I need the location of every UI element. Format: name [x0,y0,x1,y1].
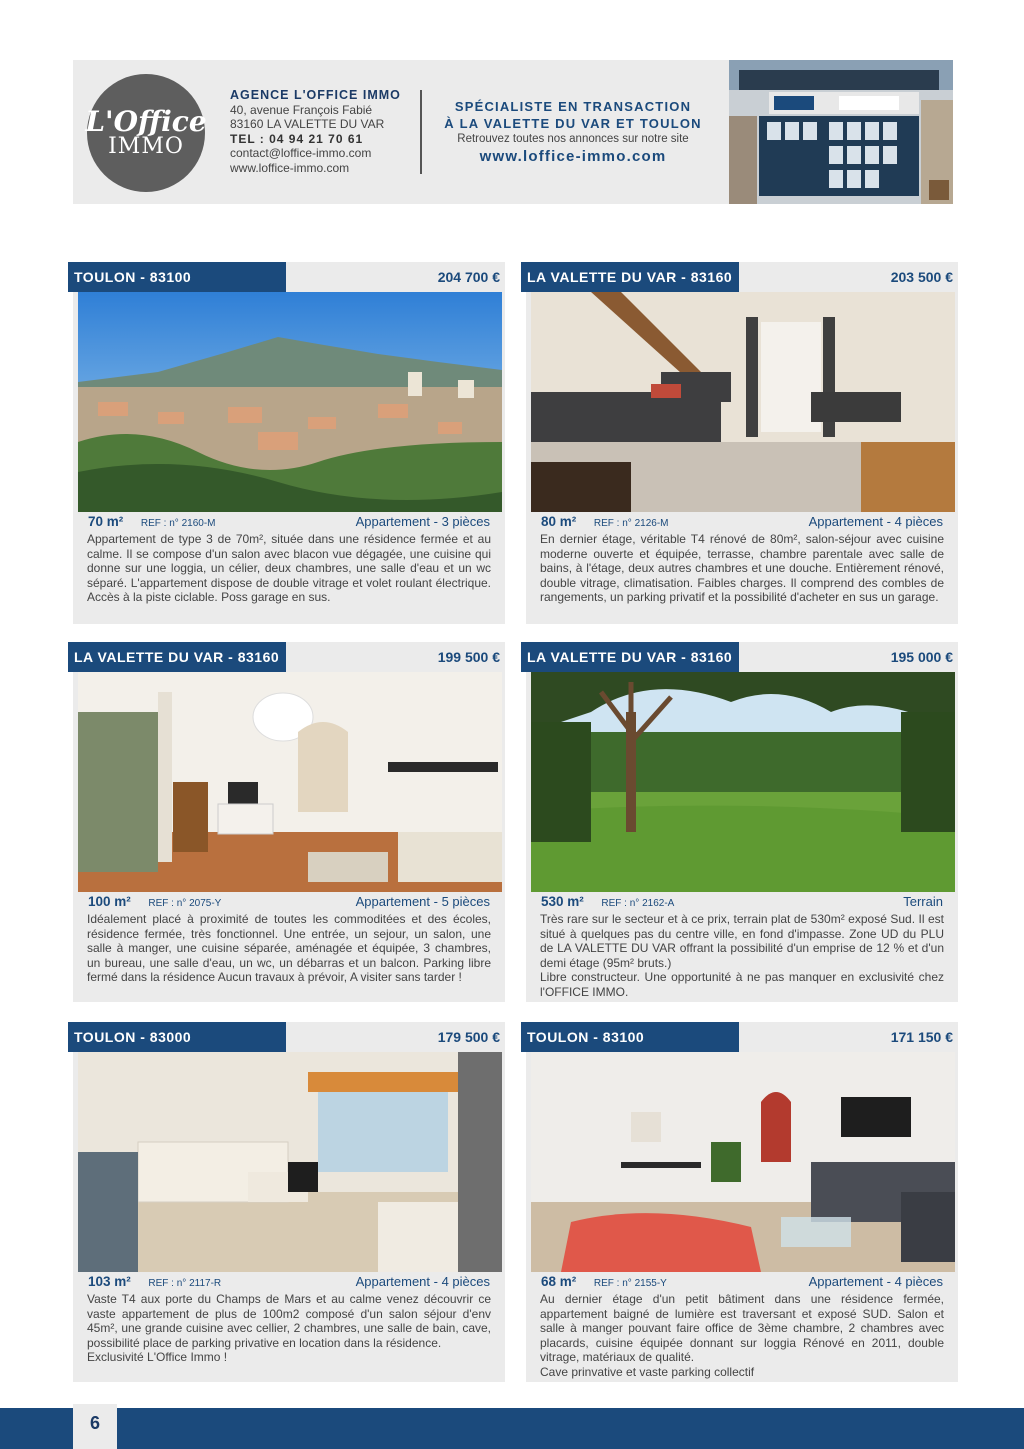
listing-ref: REF : n° 2155-Y [593,1278,667,1289]
listing-area: 100 m² [88,894,131,909]
header-divider [420,90,422,174]
listing-ref: REF : n° 2160-M [140,518,216,529]
listing-type: Appartement - 4 pièces [355,1274,490,1289]
agency-name: AGENCE L'OFFICE IMMO [230,88,401,102]
listing-price: 204 700 € [433,262,505,292]
agency-address-line1: 40, avenue François Fabié [230,102,373,117]
listing-area: 530 m² [541,894,584,909]
listing-photo-living-room[interactable] [531,292,955,512]
logo-text-immo: IMMO [108,134,184,159]
agency-email[interactable]: contact@loffice-immo.com [230,146,372,160]
listing-photo-lounge[interactable] [78,672,502,892]
listing-ref: REF : n° 2075-Y [148,898,222,909]
logo-text-office: L'Office [85,105,207,138]
listing-ref: REF : n° 2117-R [148,1278,222,1289]
agency-website[interactable]: www.loffice-immo.com [230,160,350,175]
listing-type: Appartement - 3 pièces [355,514,490,529]
listing-type: Appartement - 4 pièces [808,514,943,529]
agency-phone: TEL : 04 94 21 70 61 [230,131,364,146]
listing-photo-salon[interactable] [78,1052,502,1272]
listing-description: Idéalement placé à proximité de toutes les commoditées et des écoles, résidence fermée, très fonctionnel. Une entrée, un sejour, un salon, une salle à manger, une cuisine séparée, aménagée et équipée, 3 chambres, un bureau, une salle d'eau, un wc, un débarras et un balcon. Parking libre fermé dans la résidence Aucun travaux à prévoir, A visiter sans tarder ! [87,912,491,984]
listing-location: TOULON - 83100 [521,1022,739,1052]
listing-description: Au dernier étage d'un petit bâtiment dans une résidence fermée, appartement baigné de lumière est traversant et exposé SUD. Salon et salle à manger pouvant faire office de 3ème chambre, 2 chambres avec placards, cuisine équipée donnant sur loggia Rénové en 2011, double vitrage, matériaux de qualité. Cave prinvative et vaste parking collectif [540,1292,944,1379]
agency-contact-block [230,88,420,175]
page-number: 6 [73,1404,117,1449]
listing-photo-garden[interactable] [531,672,955,892]
listing-card[interactable] [73,1022,505,1382]
listing-type: Appartement - 5 pièces [355,894,490,909]
listing-price: 171 150 € [886,1022,958,1052]
listing-meta [88,894,490,910]
agency-header [73,60,953,204]
specialist-line2: À LA VALETTE DU VAR ET TOULON [444,116,702,131]
listing-ref: REF : n° 2162-A [601,898,675,909]
agency-address-line2: 83160 LA VALETTE DU VAR [230,117,385,131]
specialist-block [433,98,713,166]
listing-location: TOULON - 83000 [68,1022,286,1052]
listing-card[interactable] [73,642,505,1002]
listing-meta [88,1274,490,1290]
listing-description: Vaste T4 aux porte du Champs de Mars et au calme venez découvrir ce vaste appartement de plus de 100m2 composé d'un salon séjour d'env 45m², une grande cuisine avec cellier, 2 chambres, une salle de bain, cave, possibilité place de parking privative en location dans la résidence. Exclusivité L'Office Immo ! [87,1292,491,1364]
listing-description: Très rare sur le secteur et à ce prix, terrain plat de 530m² exposé Sud. Il est situé à quelques pas du centre ville, en fond d'impasse. Zone UD du PLU de LA VALETTE DU VAR offrant la possibilité d'un emprise de 12 % et d'un demi étage (95m² bruts.) Libre constructeur. Une opportunité à ne pas manquer en exclusivité chez l'OFFICE IMMO. [540,912,944,999]
listing-price: 203 500 € [886,262,958,292]
listing-photo-city-view[interactable] [78,292,502,512]
listing-description: Appartement de type 3 de 70m², située dans une résidence fermée et au calme. Il se compose d'un salon avec blacon vue dégagée, une cuisine qui donne sur une loggia, un célier, deux chambres, une salle d'eau et un wc séparé. L'appartement dispose de double vitrage et volet roulant électrique. Accès à la piste ciclable. Poss garage en sus. [87,532,491,604]
listing-location: LA VALETTE DU VAR - 83160 [521,262,739,292]
listing-card[interactable] [73,262,505,624]
website-link[interactable]: www.loffice-immo.com [479,148,667,165]
listing-price: 195 000 € [886,642,958,672]
listing-location: TOULON - 83100 [68,262,286,292]
listing-type: Appartement - 4 pièces [808,1274,943,1289]
listing-price: 199 500 € [433,642,505,672]
listing-area: 68 m² [541,1274,577,1289]
agency-logo [87,74,205,192]
page-footer-bar [0,1408,1024,1449]
listing-card[interactable] [526,262,958,624]
listing-location: LA VALETTE DU VAR - 83160 [521,642,739,672]
listing-meta [541,1274,943,1290]
listing-card[interactable] [526,642,958,1002]
listing-area: 80 m² [541,514,577,529]
listing-meta [541,894,943,910]
specialist-line1: SPÉCIALISTE EN TRANSACTION [454,99,692,114]
listing-type: Terrain [903,894,943,909]
listing-area: 103 m² [88,1274,131,1289]
listing-meta [88,514,490,530]
listing-description: En dernier étage, véritable T4 rénové de 80m², salon-séjour avec cuisine moderne ouverte et équipée, terrasse, chambre parentale avec salle de bains, à l'étage, deux autres chambres et une douche. Entièrement rénové, double vitrage, climatisation. Faibles charges. Il comprend des combles de rangements, un parking privatif et la possibilité d'acheter en sus un garage. [540,532,944,604]
listing-location: LA VALETTE DU VAR - 83160 [68,642,286,672]
listing-ref: REF : n° 2126-M [593,518,669,529]
listing-price: 179 500 € [433,1022,505,1052]
listing-photo-dining-lounge[interactable] [531,1052,955,1272]
listing-card[interactable] [526,1022,958,1382]
agency-storefront-photo [729,60,953,204]
listing-area: 70 m² [88,514,124,529]
find-listings-text: Retrouvez toutes nos annonces sur notre site [457,133,689,145]
listing-meta [541,514,943,530]
